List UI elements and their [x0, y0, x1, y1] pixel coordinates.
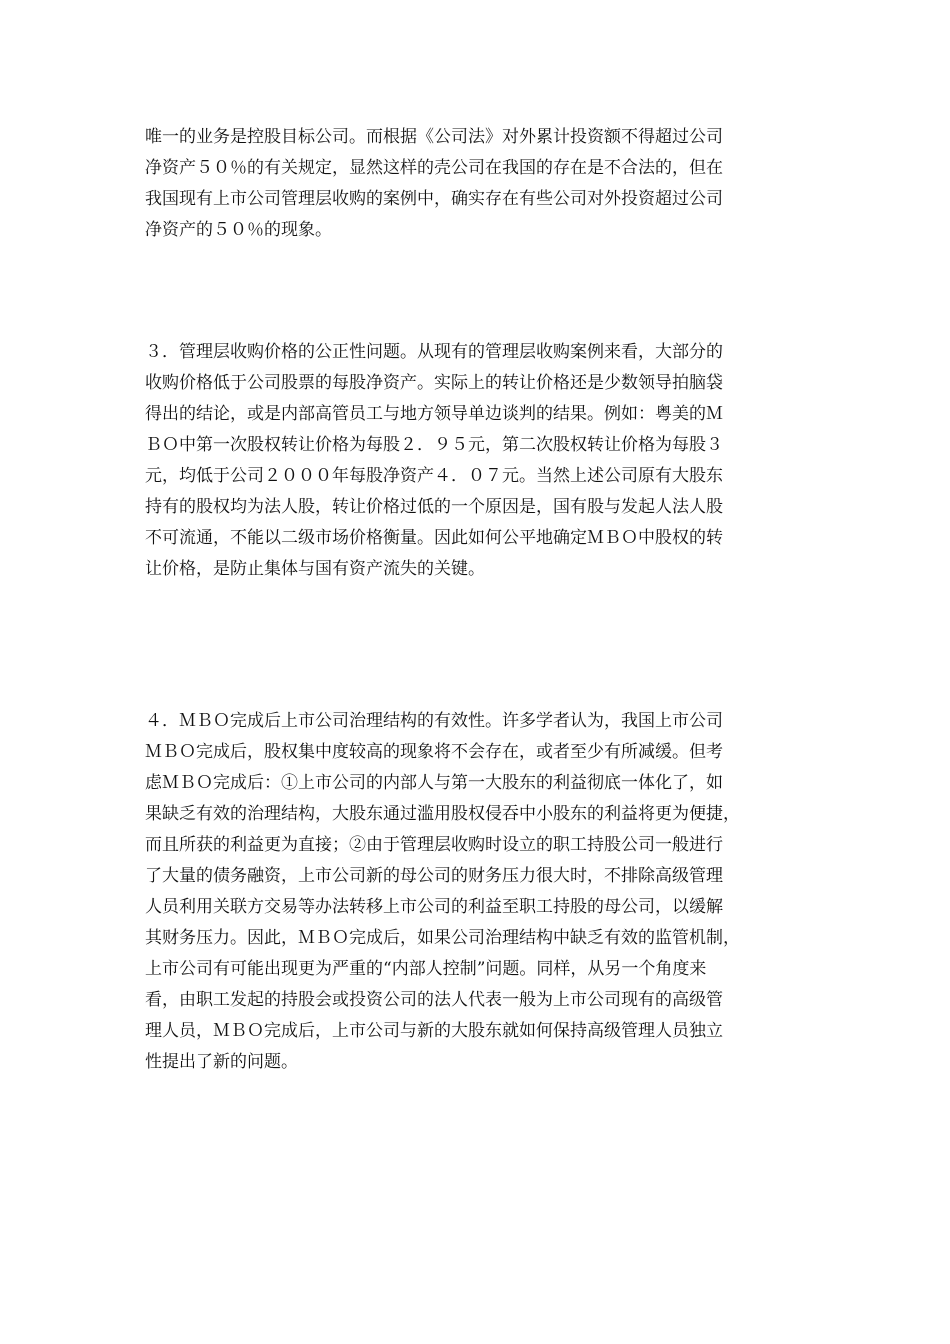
text-line: 净资产５０％的有关规定，显然这样的壳公司在我国的存在是不合法的，但在 — [145, 158, 723, 178]
text-line: 得出的结论，或是内部高管员工与地方领导单边谈判的结果。例如：粤美的Ｍ — [145, 404, 723, 424]
text-line: 虑ＭＢＯ完成后：①上市公司的内部人与第一大股东的利益彻底一体化了，如 — [145, 773, 723, 793]
text-line: ４．ＭＢＯ完成后上市公司治理结构的有效性。许多学者认为，我国上市公司 — [145, 711, 723, 731]
text-line: 净资产的５０％的现象。 — [145, 220, 332, 240]
text-line: 看，由职工发起的持股会或投资公司的法人代表一般为上市公司现有的高级管 — [145, 990, 723, 1010]
text-line: 持有的股权均为法人股，转让价格过低的一个原因是，国有股与发起人法人股 — [145, 497, 723, 517]
text-line: 其财务压力。因此，ＭＢＯ完成后，如果公司治理结构中缺乏有效的监管机制， — [145, 928, 740, 948]
text-line: 我国现有上市公司管理层收购的案例中，确实存在有些公司对外投资超过公司 — [145, 189, 723, 209]
text-line: 元，均低于公司２０００年每股净资产４．０７元。当然上述公司原有大股东 — [145, 466, 723, 486]
text-line: ＢＯ中第一次股权转让价格为每股２．９５元，第二次股权转让价格为每股３ — [145, 435, 723, 455]
paragraph-mbo-price-fairness — [145, 337, 810, 585]
text-line: 而且所获的利益更为直接；②由于管理层收购时设立的职工持股公司一般进行 — [145, 835, 723, 855]
text-line: 让价格，是防止集体与国有资产流失的关键。 — [145, 559, 485, 579]
text-line: 不可流通，不能以二级市场价格衡量。因此如何公平地确定ＭＢＯ中股权的转 — [145, 528, 723, 548]
text-line: 人员利用关联方交易等办法转移上市公司的利益至职工持股的母公司，以缓解 — [145, 897, 723, 917]
text-line: ＭＢＯ完成后，股权集中度较高的现象将不会存在，或者至少有所减缓。但考 — [145, 742, 723, 762]
paragraph-governance-effectiveness — [145, 706, 810, 1078]
text-line: 理人员，ＭＢＯ完成后，上市公司与新的大股东就如何保持高级管理人员独立 — [145, 1021, 723, 1041]
text-line: ３．管理层收购价格的公正性问题。从现有的管理层收购案例来看，大部分的 — [145, 342, 723, 362]
text-line: 唯一的业务是控股目标公司。而根据《公司法》对外累计投资额不得超过公司 — [145, 127, 723, 147]
paragraph-shell-company-legality — [145, 122, 810, 246]
text-line: 上市公司有可能出现更为严重的“内部人控制”问题。同样，从另一个角度来 — [145, 959, 707, 979]
text-line: 了大量的债务融资，上市公司新的母公司的财务压力很大时，不排除高级管理 — [145, 866, 723, 886]
text-line: 果缺乏有效的治理结构，大股东通过滥用股权侵吞中小股东的利益将更为便捷， — [145, 804, 740, 824]
text-line: 收购价格低于公司股票的每股净资产。实际上的转让价格还是少数领导拍脑袋 — [145, 373, 723, 393]
text-line: 性提出了新的问题。 — [145, 1052, 298, 1072]
